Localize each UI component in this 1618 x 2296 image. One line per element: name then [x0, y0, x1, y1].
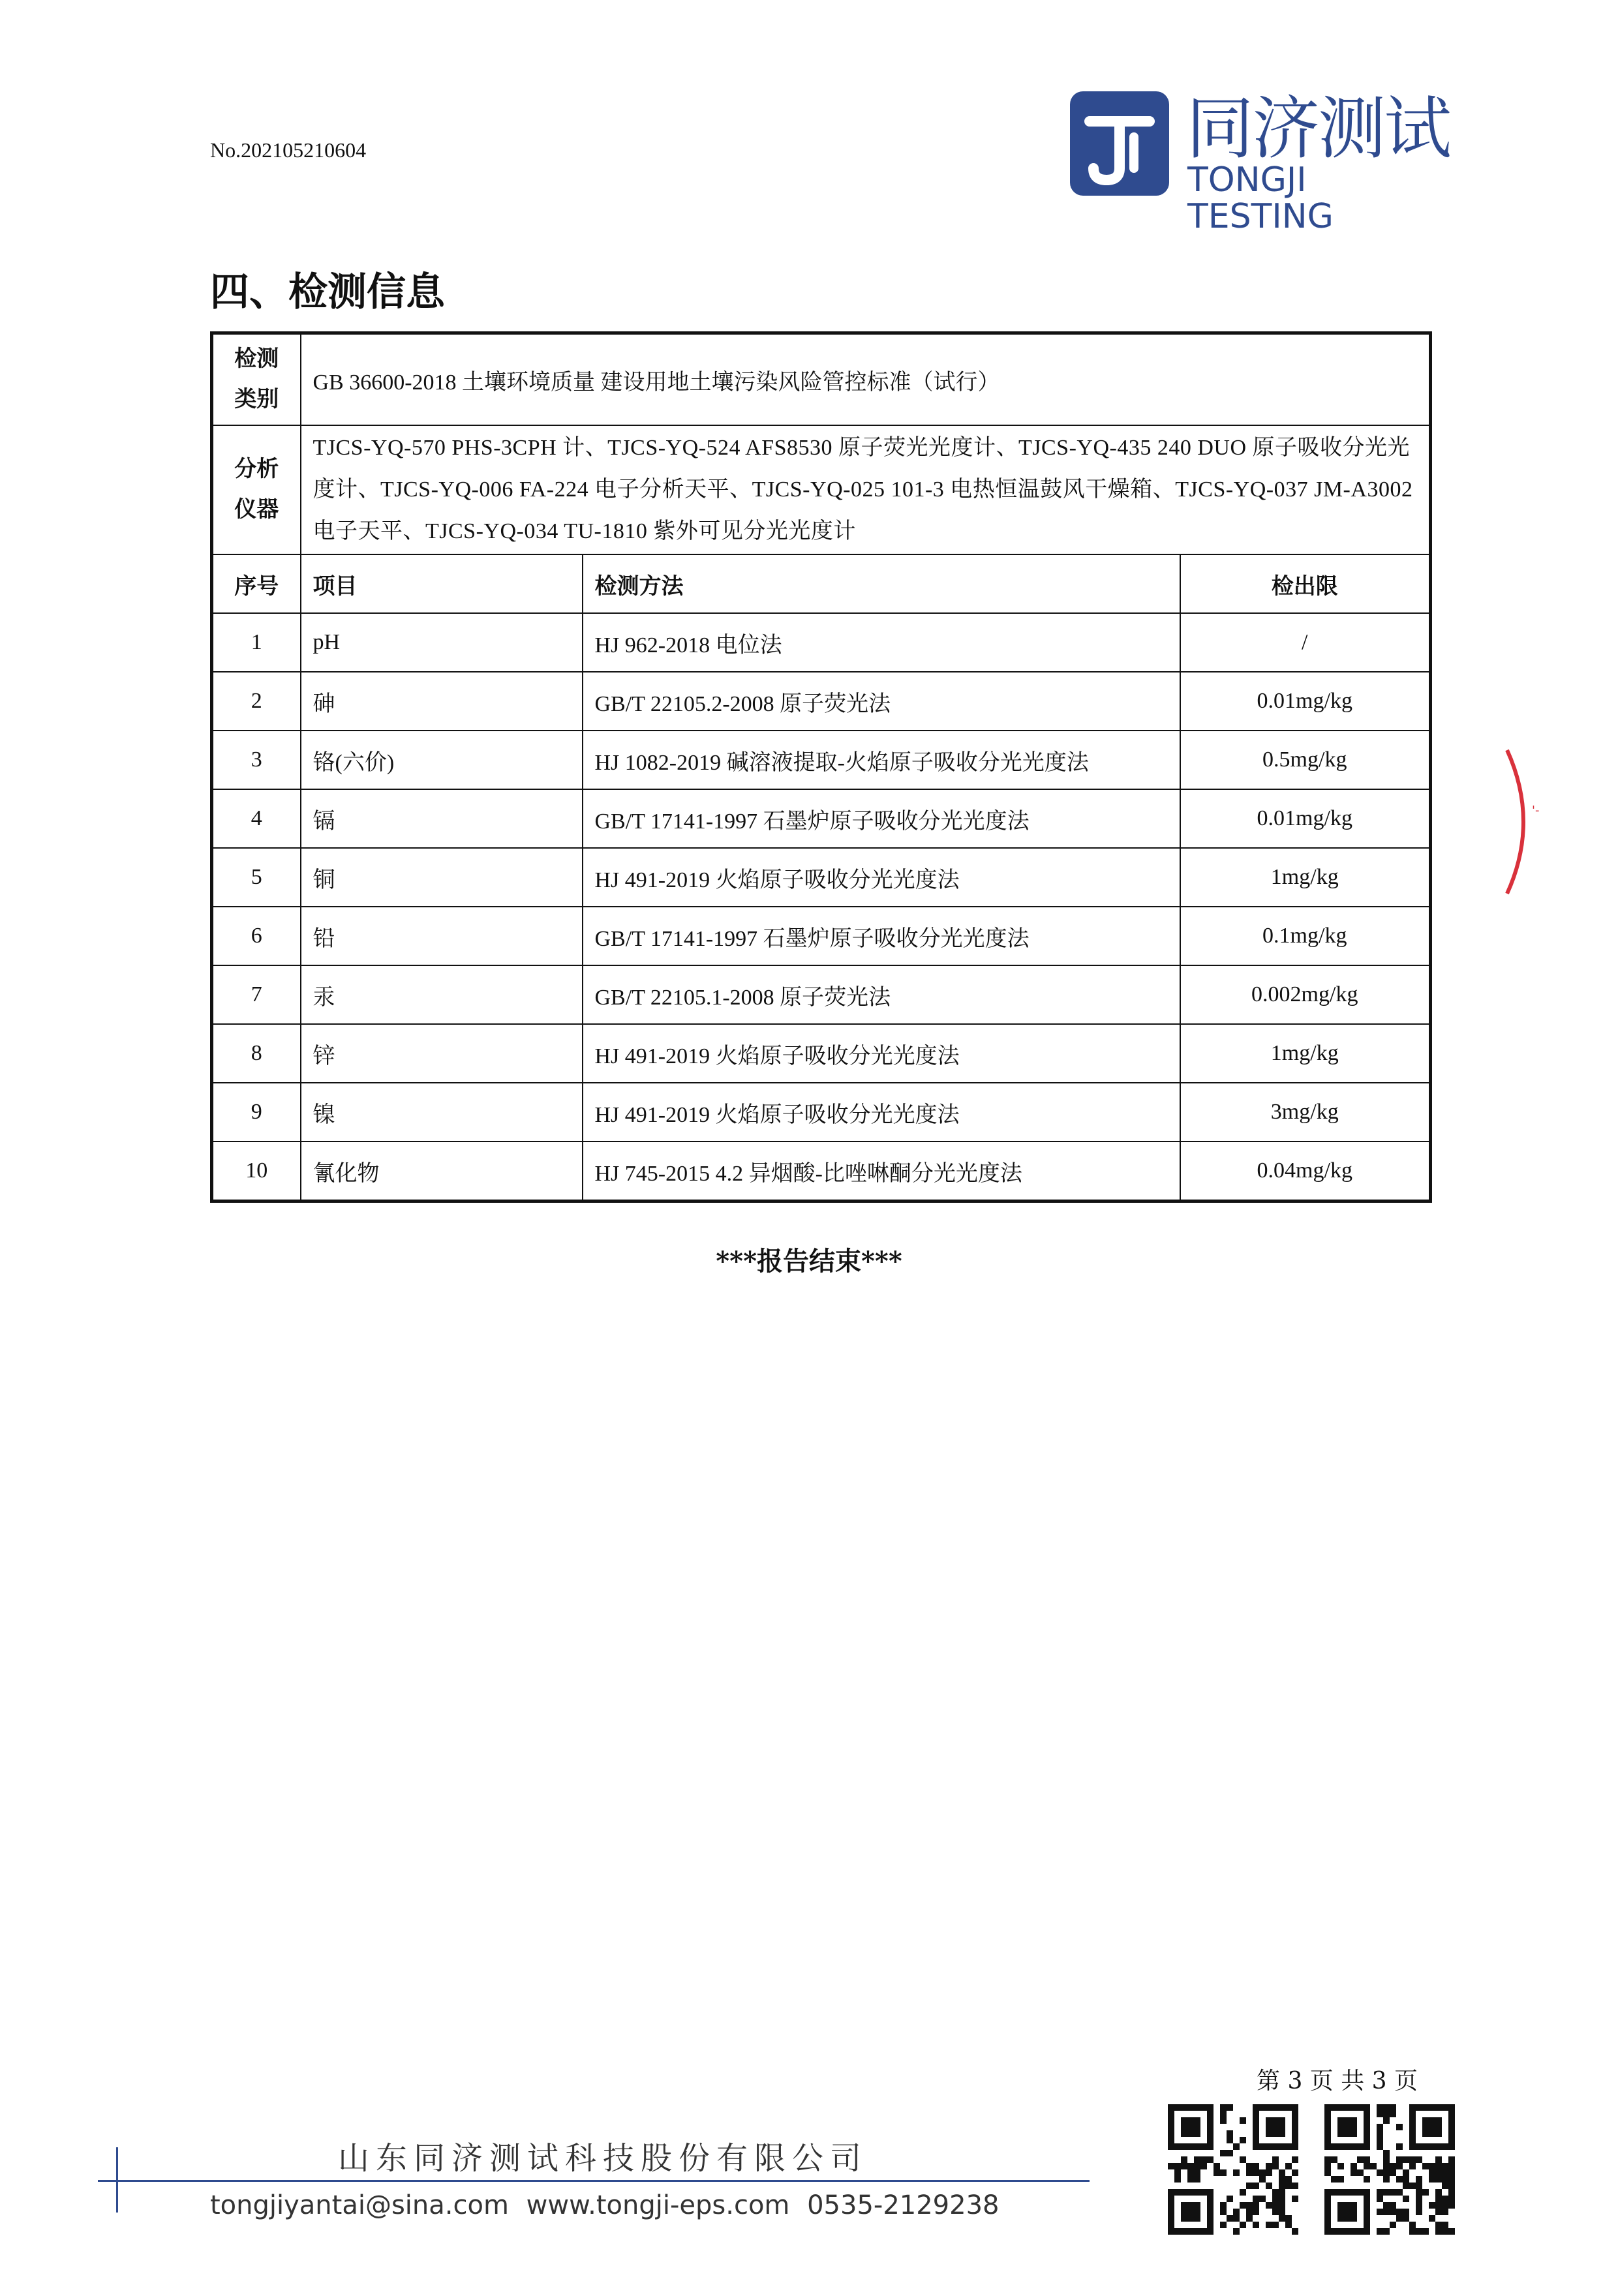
- instrument-value: TJCS-YQ-570 PHS-3CPH 计、TJCS-YQ-524 AFS8530 原子荧光光度计、TJCS-YQ-435 240 DUO 原子吸收分光光度计、TJCS-YQ-006 FA-224 电子分析天平、TJCS-YQ-025 101-3 电热恒温鼓风干燥箱、TJCS-YQ-037 JM-A3002 电子天平、TJCS-YQ-034 TU-1810 紫外可见分光光度计: [301, 425, 1431, 554]
- report-number: No.202105210604: [210, 138, 367, 162]
- instrument-label: 分析仪器: [212, 425, 301, 554]
- qr-code-icon: [1324, 2104, 1455, 2235]
- row-number: 9: [212, 1083, 301, 1141]
- table-row: [212, 965, 1431, 1024]
- logo-chinese-text: 同济测试: [1186, 89, 1450, 168]
- row-number: 10: [212, 1141, 301, 1201]
- row-limit: 1mg/kg: [1180, 848, 1431, 907]
- row-item: 铅: [301, 907, 583, 965]
- table-row: [212, 789, 1431, 848]
- row-number: 8: [212, 1024, 301, 1083]
- row-item: 砷: [301, 672, 583, 731]
- row-method: GB/T 22105.2-2008 原子荧光法: [583, 672, 1180, 731]
- row-method: HJ 962-2018 电位法: [583, 613, 1180, 672]
- table-row: [212, 907, 1431, 965]
- header-no: 序号: [212, 554, 301, 613]
- detection-info-table: [210, 331, 1432, 1203]
- table-row: [212, 672, 1431, 731]
- row-item: 镉: [301, 789, 583, 848]
- row-item: 锌: [301, 1024, 583, 1083]
- section-title: 四、检测信息: [210, 269, 445, 315]
- row-method: HJ 1082-2019 碱溶液提取-火焰原子吸收分光光度法: [583, 731, 1180, 789]
- row-number: 7: [212, 965, 301, 1024]
- row-limit: 0.04mg/kg: [1180, 1141, 1431, 1201]
- table-row: [212, 613, 1431, 672]
- table-row: [212, 1083, 1431, 1141]
- company-logo: [1070, 89, 1461, 236]
- row-method: GB/T 22105.1-2008 原子荧光法: [583, 965, 1180, 1024]
- table-row: [212, 1024, 1431, 1083]
- row-limit: /: [1180, 613, 1431, 672]
- row-limit: 0.01mg/kg: [1180, 789, 1431, 848]
- row-number: 3: [212, 731, 301, 789]
- row-item: pH: [301, 613, 583, 672]
- seal-edge-mark: [1502, 744, 1554, 900]
- header-item: 项目: [301, 554, 583, 613]
- contact-info: tongjiyantai@sina.com www.tongji-eps.com 0535-2129238: [210, 2190, 1000, 2220]
- row-item: 镍: [301, 1083, 583, 1141]
- table-header-row: [212, 554, 1431, 613]
- table-row: [212, 731, 1431, 789]
- category-label: 检测类别: [212, 333, 301, 426]
- row-limit: 1mg/kg: [1180, 1024, 1431, 1083]
- row-method: HJ 491-2019 火焰原子吸收分光光度法: [583, 1024, 1180, 1083]
- qr-code-icon: [1168, 2104, 1298, 2235]
- row-limit: 0.01mg/kg: [1180, 672, 1431, 731]
- row-item: 汞: [301, 965, 583, 1024]
- row-limit: 0.1mg/kg: [1180, 907, 1431, 965]
- logo-english-text: TONGJI TESTING: [1187, 160, 1334, 236]
- row-item: 铬(六价): [301, 731, 583, 789]
- row-number: 4: [212, 789, 301, 848]
- row-method: GB/T 17141-1997 石墨炉原子吸收分光光度法: [583, 907, 1180, 965]
- page-number: 第 3 页 共 3 页: [1257, 2068, 1418, 2094]
- company-name: 山东同济测试科技股份有限公司: [338, 2140, 868, 2177]
- tj-logo-icon: [1070, 91, 1169, 196]
- table-row: [212, 848, 1431, 907]
- footer-divider: [98, 2180, 1090, 2182]
- row-limit: 3mg/kg: [1180, 1083, 1431, 1141]
- row-number: 2: [212, 672, 301, 731]
- category-value: GB 36600-2018 土壤环境质量 建设用地土壤污染风险管控标准（试行）: [301, 333, 1431, 426]
- header-method: 检测方法: [583, 554, 1180, 613]
- report-end-marker: ***报告结束***: [716, 1246, 902, 1276]
- row-limit: 0.002mg/kg: [1180, 965, 1431, 1024]
- row-number: 1: [212, 613, 301, 672]
- instrument-row: [212, 425, 1431, 554]
- svg-text:'-: '-: [1532, 804, 1540, 817]
- row-limit: 0.5mg/kg: [1180, 731, 1431, 789]
- row-number: 6: [212, 907, 301, 965]
- row-item: 氰化物: [301, 1141, 583, 1201]
- row-method: HJ 745-2015 4.2 异烟酸-比唑啉酮分光光度法: [583, 1141, 1180, 1201]
- row-number: 5: [212, 848, 301, 907]
- table-row: [212, 1141, 1431, 1201]
- row-method: HJ 491-2019 火焰原子吸收分光光度法: [583, 848, 1180, 907]
- row-method: GB/T 17141-1997 石墨炉原子吸收分光光度法: [583, 789, 1180, 848]
- category-row: [212, 333, 1431, 426]
- row-method: HJ 491-2019 火焰原子吸收分光光度法: [583, 1083, 1180, 1141]
- row-item: 铜: [301, 848, 583, 907]
- header-limit: 检出限: [1180, 554, 1431, 613]
